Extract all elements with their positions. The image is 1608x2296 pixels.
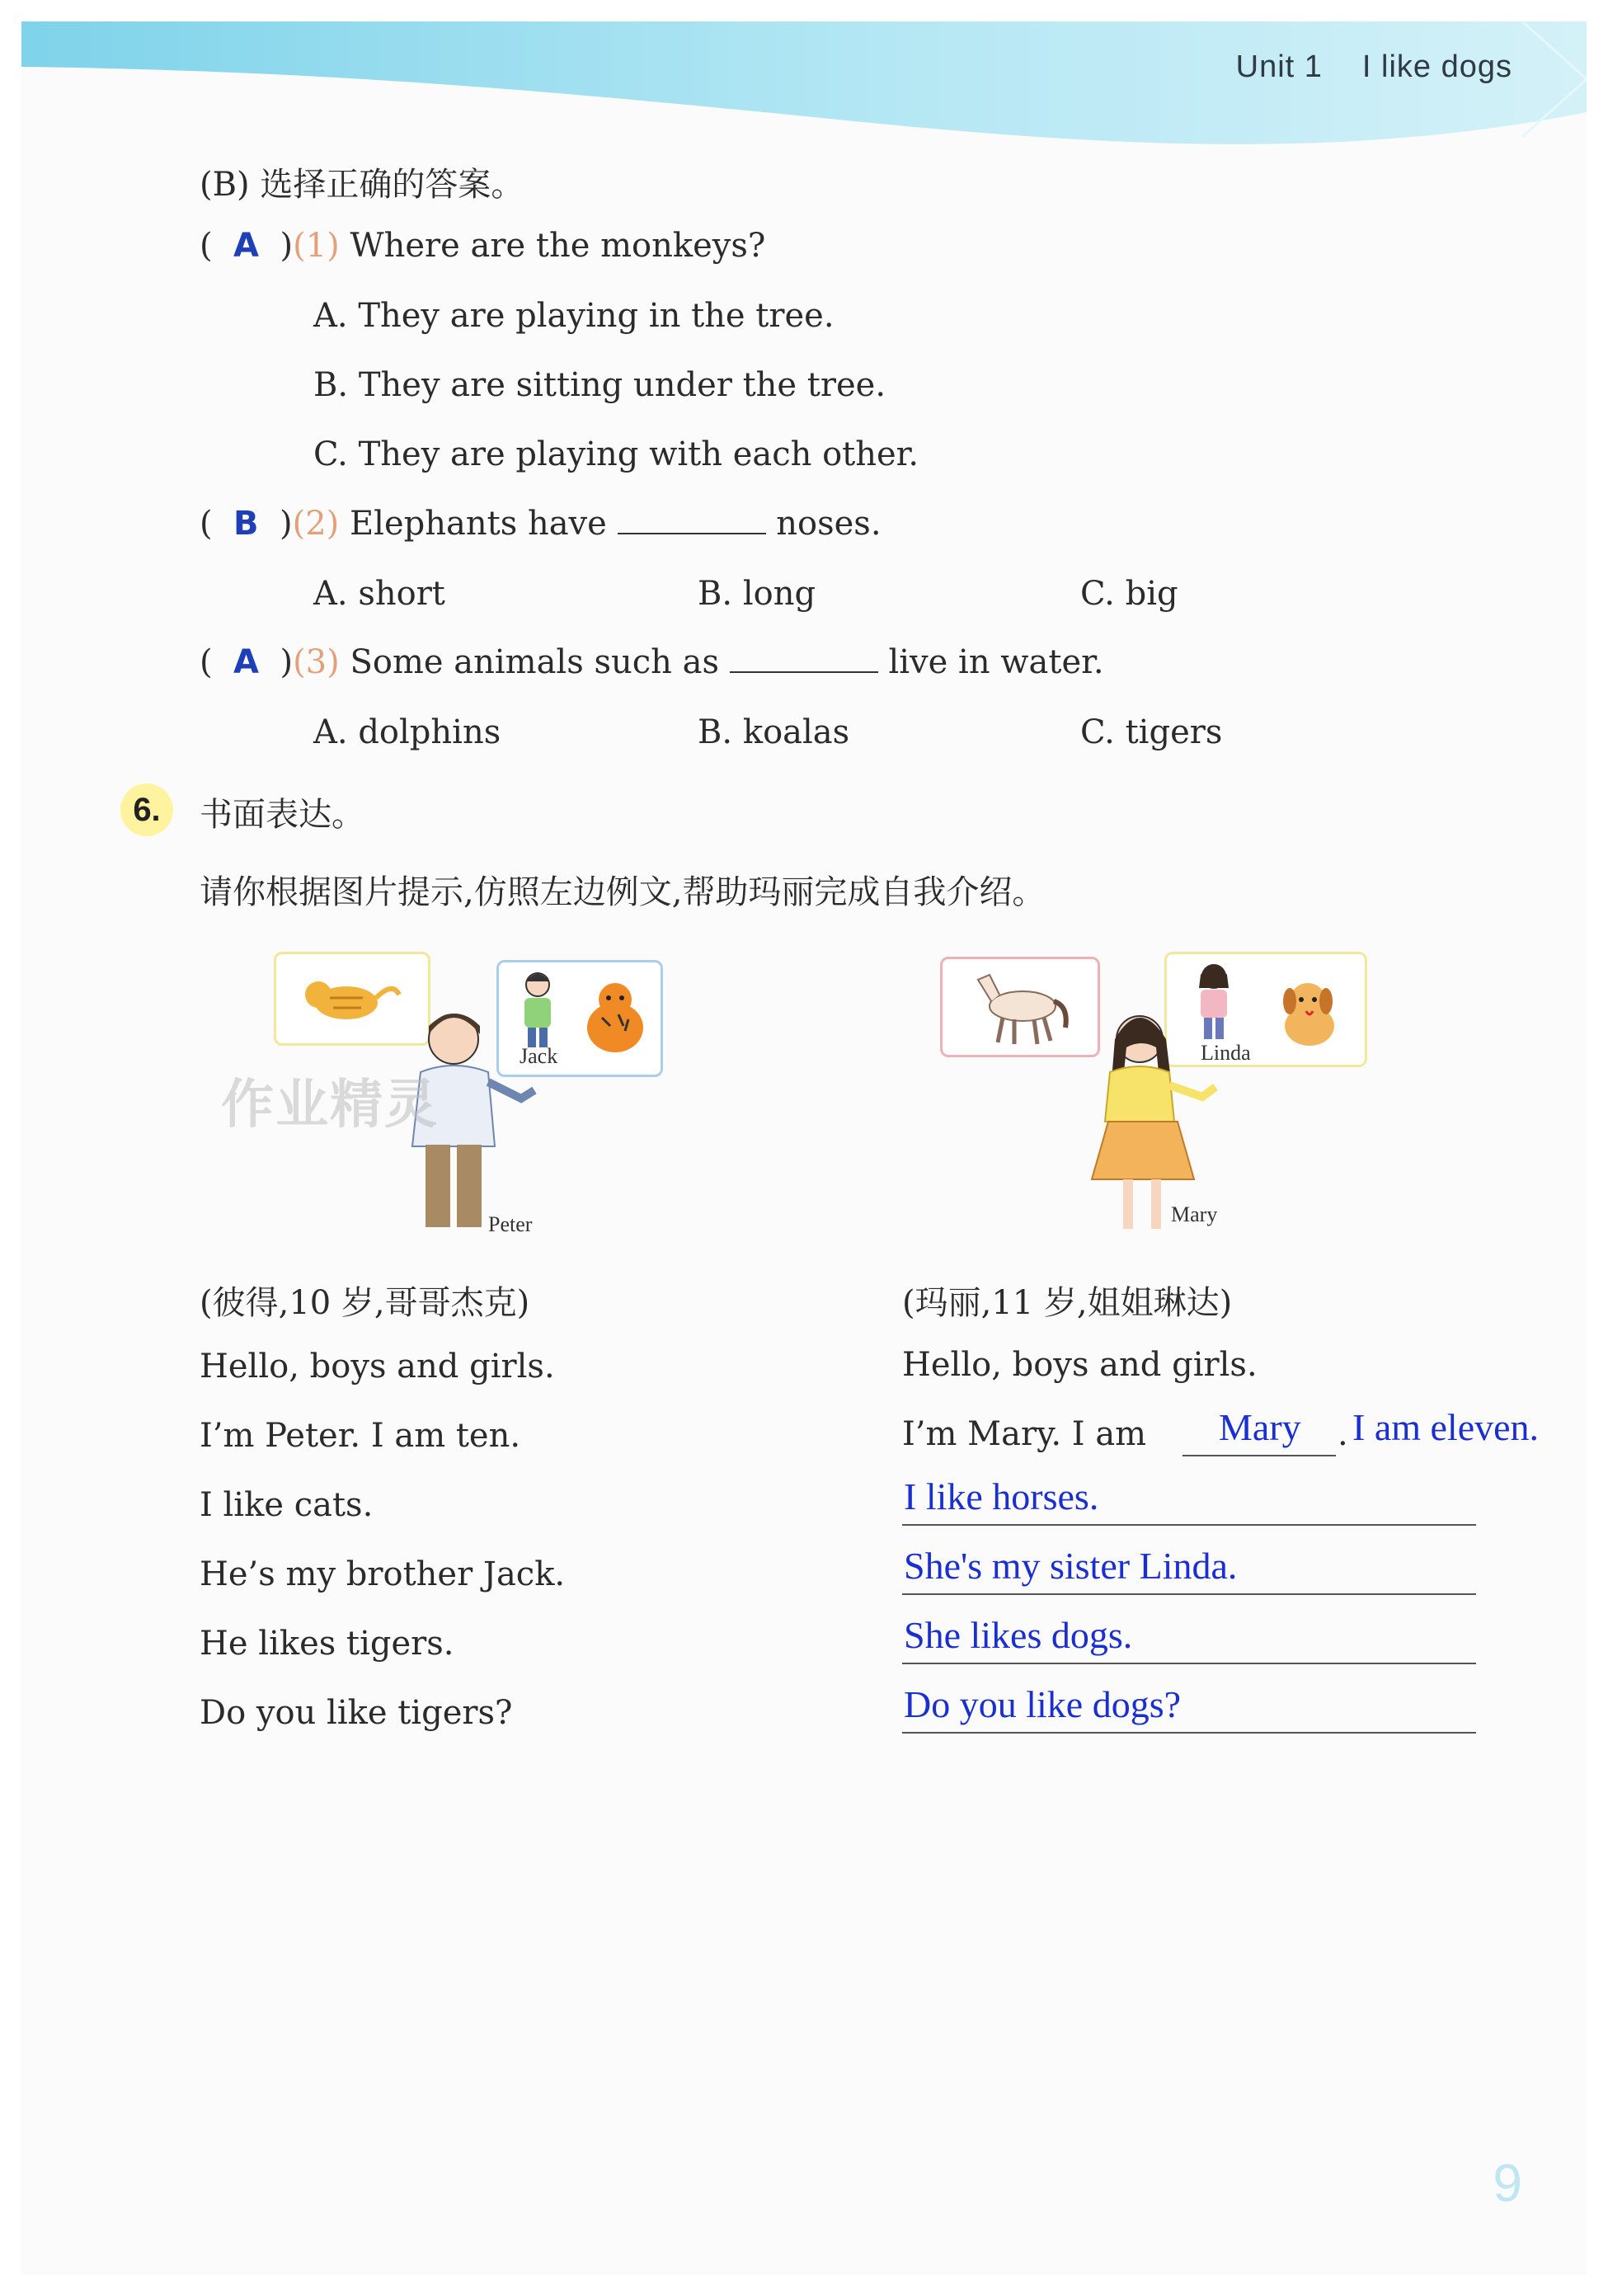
page-number: 9 <box>1493 2153 1522 2213</box>
answer-line-2-after: I am eleven. <box>1352 1406 1540 1448</box>
question-1-number: (1) <box>293 227 340 265</box>
q3-option-a: A. dolphins <box>313 713 501 751</box>
q2-option-c: C. big <box>1080 575 1178 613</box>
jack-label: Jack <box>520 1044 558 1068</box>
linda-label: Linda <box>1201 1041 1251 1065</box>
section-6-instruction: 请你根据图片提示,仿照左边例文,帮助玛丽完成自我介绍。 <box>200 873 1046 911</box>
answer-info: (玛丽,11 岁,姐姐琳达) <box>902 1284 1233 1322</box>
handwritten-line-4: Do you like dogs? <box>904 1683 1182 1725</box>
question-2-text-after: noses. <box>776 505 882 543</box>
example-line-5: He likes tigers. <box>200 1625 454 1663</box>
question-3-text-before: Some animals such as <box>350 643 720 681</box>
question-3-text-after: live in water. <box>888 643 1104 681</box>
question-2-number: (2) <box>292 505 340 543</box>
example-line-1: Hello, boys and girls. <box>200 1348 555 1386</box>
answer-rule-3 <box>902 1663 1476 1664</box>
tiger-icon <box>577 976 651 1059</box>
question-3-blank <box>730 643 878 673</box>
horse-icon <box>962 968 1077 1047</box>
q3-option-c: C. tigers <box>1080 713 1223 751</box>
question-1-text: Where are the monkeys? <box>350 227 766 265</box>
example-line-6: Do you like tigers? <box>200 1694 513 1732</box>
q3-option-b: B. koalas <box>698 713 850 751</box>
example-line-2: I’m Peter. I am ten. <box>200 1417 521 1455</box>
header-title <box>1197 49 1512 85</box>
age-blank-line <box>1182 1455 1336 1456</box>
handwritten-line-1: I like horses. <box>904 1475 1099 1517</box>
period-mark: . <box>1338 1415 1348 1453</box>
answer-3: A <box>233 643 260 681</box>
answer-1: A <box>233 227 260 265</box>
example-line-3: I like cats. <box>200 1486 374 1524</box>
answer-line-2-before: I’m Mary. I am <box>902 1415 1147 1453</box>
q2-option-a: A. short <box>313 575 445 613</box>
answer-blank-fill: Mary <box>1219 1406 1301 1448</box>
mary-illustration <box>940 948 1369 1237</box>
question-3-number: (3) <box>293 643 340 681</box>
unit-title: I like dogs <box>1361 49 1512 84</box>
cat-icon <box>297 965 404 1031</box>
answer-line-1: Hello, boys and girls. <box>902 1346 1258 1384</box>
section-b-heading: (B) 选择正确的答案。 <box>200 166 524 204</box>
answer-rule-2 <box>902 1593 1476 1595</box>
watermark: 作业精灵 <box>221 1075 439 1136</box>
handwritten-line-2: She's my sister Linda. <box>904 1545 1238 1587</box>
dog-icon <box>1267 973 1349 1056</box>
answer-rule-4 <box>902 1732 1476 1734</box>
question-2: ( B )(2) Elephants have noses. <box>200 505 882 543</box>
question-2-blank <box>618 505 766 534</box>
header-wave-band <box>21 21 1587 162</box>
peter-label: Peter <box>488 1212 533 1236</box>
section-6-badge: 6. <box>120 783 173 836</box>
q1-option-c: C. They are playing with each other. <box>313 435 919 473</box>
question-3: ( A )(3) Some animals such as live in water. <box>200 643 1104 681</box>
section-6-heading: 书面表达。 <box>200 796 364 834</box>
q1-option-a: A. They are playing in the tree. <box>313 297 835 335</box>
answer-rule-1 <box>902 1524 1476 1526</box>
q1-option-b: B. They are sitting under the tree. <box>313 366 886 404</box>
q2-option-b: B. long <box>698 575 816 613</box>
handwritten-line-3: She likes dogs. <box>904 1614 1133 1656</box>
example-info: (彼得,10 岁,哥哥杰克) <box>200 1284 530 1322</box>
question-2-text-before: Elephants have <box>349 505 607 543</box>
answer-2: B <box>233 505 259 543</box>
mary-label: Mary <box>1171 1202 1218 1226</box>
example-line-4: He’s my brother Jack. <box>200 1555 566 1593</box>
unit-label: Unit 1 <box>1235 49 1323 84</box>
question-1: ( A )(1) Where are the monkeys? <box>200 227 766 265</box>
